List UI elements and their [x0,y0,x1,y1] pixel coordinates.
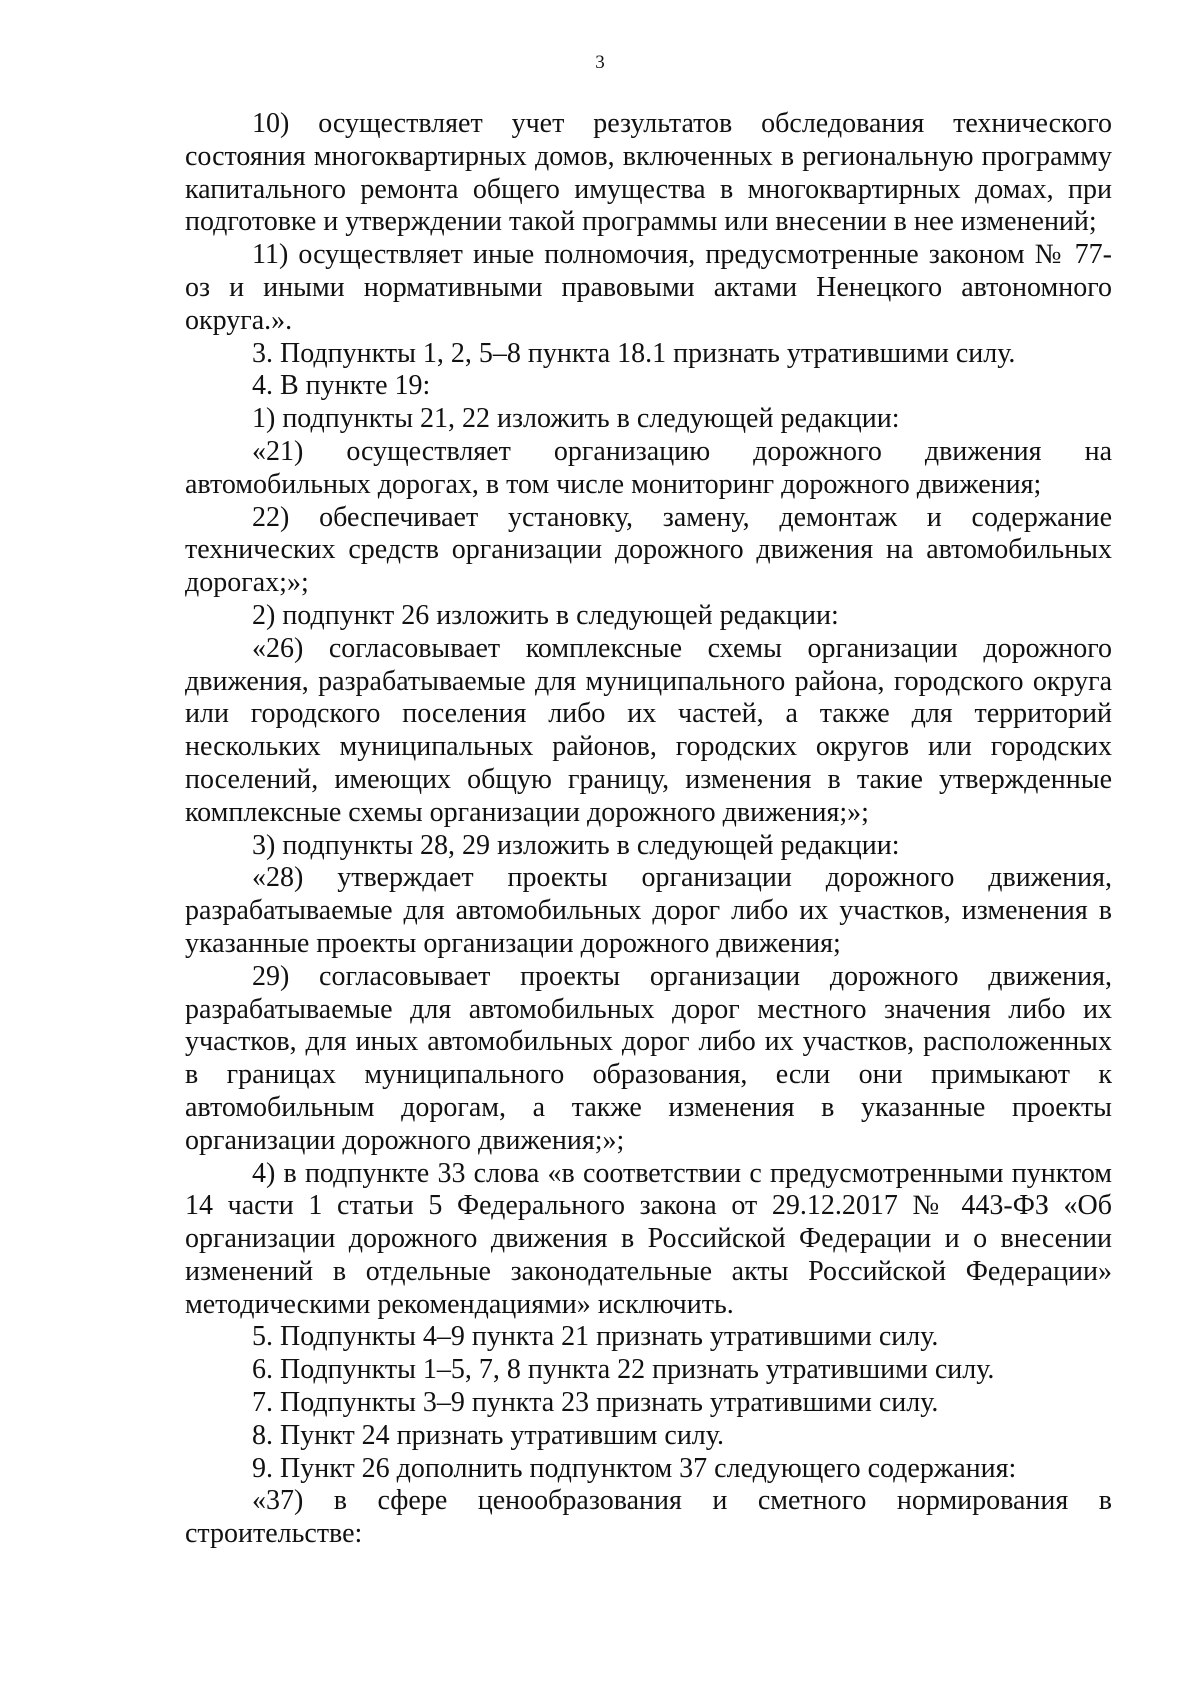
paragraph-sub-1: 1) подпункты 21, 22 изложить в следующей редакции: [252,403,900,435]
paragraph-sub-3: 3) подпункты 28, 29 изложить в следующей редакции: [252,829,900,861]
page-number: 3 [595,52,605,73]
paragraph-item-5: 5. Подпункты 4–9 пункта 21 признать утратившими силу. [252,1321,939,1353]
paragraph-item-7: 7. Подпункты 3–9 пункта 23 признать утратившими силу. [252,1387,939,1419]
paragraph-item-3: 3. Подпункты 1, 2, 5–8 пункта 18.1 признать утратившими силу. [252,337,1016,369]
paragraph-sub-2: 2) подпункт 26 изложить в следующей редакции: [252,599,839,631]
paragraph-28: «28) утверждает проекты организации дорожного движения, разрабатываемые для автомобильных дорог либо их участков, изменения в указанные проекты организации дорожного движения; [185,862,1112,959]
paragraph-21: «21) осуществляет организацию дорожного движения на автомобильных дорогах, в том числе мониторинг дорожного движения; [185,435,1112,500]
document-body [185,108,1112,1551]
paragraph-sub-4: 4) в подпункте 33 слова «в соответствии с предусмотренными пунктом 14 части 1 статьи 5 Федерального закона от 29.12.2017 № 443-ФЗ «Об организации дорожного движения в Российской Федерации и о внесении изменений в отдельные законодательные акты Российской Федерации» методическими рекомендациями» исключить. [185,1157,1112,1320]
paragraph-item-4: 4. В пункте 19: [252,370,431,402]
paragraph-11: 11) осуществляет иные полномочия, предусмотренные законом № 77-оз и иными нормативными правовыми актами Ненецкого автономного округа.». [185,239,1112,336]
paragraph-item-9: 9. Пункт 26 дополнить подпунктом 37 следующего содержания: [252,1452,1017,1484]
paragraph-10: 10) осуществляет учет результатов обследования технического состояния многоквартирных домов, включенных в региональную программу капитального ремонта общего имущества в многоквартирных домах, при подготовке и утверждении такой программы или внесении в нее изменений; [185,108,1112,238]
paragraph-22: 22) обеспечивает установку, замену, демонтаж и содержание технических средств организации дорожного движения на автомобильных дорогах;»; [185,501,1112,599]
paragraph-26: «26) согласовывает комплексные схемы организации дорожного движения, разрабатываемые для муниципального района, городского округа или городского поселения либо их частей, а также для территорий нескольких муниципальных районов, городских округов или городских поселений, имеющих общую границу, изменения в такие утвержденные комплексные схемы организации дорожного движения;»; [185,632,1112,828]
paragraph-37: «37) в сфере ценообразования и сметного нормирования в строительстве: [185,1485,1112,1550]
paragraph-29: 29) согласовывает проекты организации дорожного движения, разрабатываемые для автомобильных дорог местного значения либо их участков, для иных автомобильных дорог либо их участков, расположенных в границах муниципального образования, если они примыкают к автомобильным дорогам, а также изменения в указанные проекты организации дорожного движения;»; [185,960,1112,1156]
paragraph-item-6: 6. Подпункты 1–5, 7, 8 пункта 22 признать утратившими силу. [252,1354,995,1386]
paragraph-item-8: 8. Пункт 24 признать утратившим силу. [252,1419,724,1451]
